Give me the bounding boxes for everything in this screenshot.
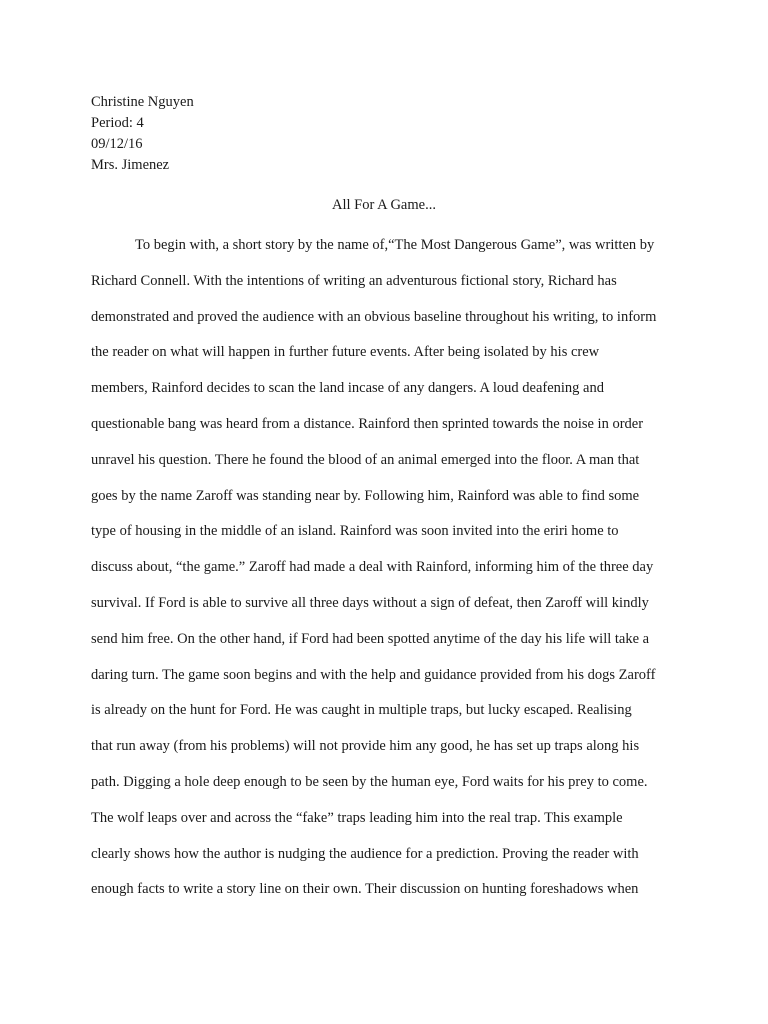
student-name: Christine Nguyen: [91, 94, 194, 110]
body-line: members, Rainford decides to scan the land incase of any dangers. A loud deafening and: [91, 380, 604, 397]
body-line: is already on the hunt for Ford. He was caught in multiple traps, but lucky escaped. Realising: [91, 702, 632, 719]
body-line: send him free. On the other hand, if Ford had been spotted anytime of the day his life will take a: [91, 630, 650, 647]
essay-title: All For A Game...: [332, 197, 436, 213]
body-line: clearly shows how the author is nudging the audience for a prediction. Proving the reader with: [91, 845, 639, 862]
body-line: enough facts to write a story line on their own. Their discussion on hunting foreshadows when: [91, 881, 639, 898]
body-line: demonstrated and proved the audience with an obvious baseline throughout his writing, to inform: [91, 308, 657, 325]
body-line: daring turn. The game soon begins and with the help and guidance provided from his dogs Zaroff: [91, 666, 656, 683]
body-line: goes by the name Zaroff was standing near by. Following him, Rainford was able to find some: [91, 487, 640, 504]
body-line: the reader on what will happen in further future events. After being isolated by his crew: [91, 344, 600, 361]
header-block: [91, 92, 194, 176]
essay-body: [91, 235, 691, 915]
body-line: To begin with, a short story by the name of,“The Most Dangerous Game”, was written by: [135, 237, 655, 253]
teacher-name: Mrs. Jimenez: [91, 157, 170, 173]
body-line: unravel his question. There he found the blood of an animal emerged into the floor. A man that: [91, 451, 640, 468]
body-line: survival. If Ford is able to survive all three days without a sign of defeat, then Zaroff will kindly: [91, 594, 649, 611]
body-line: type of housing in the middle of an island. Rainford was soon invited into the eriri home to: [91, 523, 619, 540]
class-period: Period: 4: [91, 115, 144, 131]
body-line: path. Digging a hole deep enough to be seen by the human eye, Ford waits for his prey to come.: [91, 773, 648, 790]
body-line: discuss about, “the game.” Zaroff had made a deal with Rainford, informing him of the three day: [91, 559, 654, 576]
body-line: questionable bang was heard from a distance. Rainford then sprinted towards the noise in order: [91, 415, 644, 432]
date: 09/12/16: [91, 136, 143, 152]
body-line: The wolf leaps over and across the “fake” traps leading him into the real trap. This example: [91, 809, 623, 826]
body-line: that run away (from his problems) will not provide him any good, he has set up traps along his: [91, 738, 640, 755]
body-line: Richard Connell. With the intentions of writing an adventurous fictional story, Richard has: [91, 272, 617, 289]
